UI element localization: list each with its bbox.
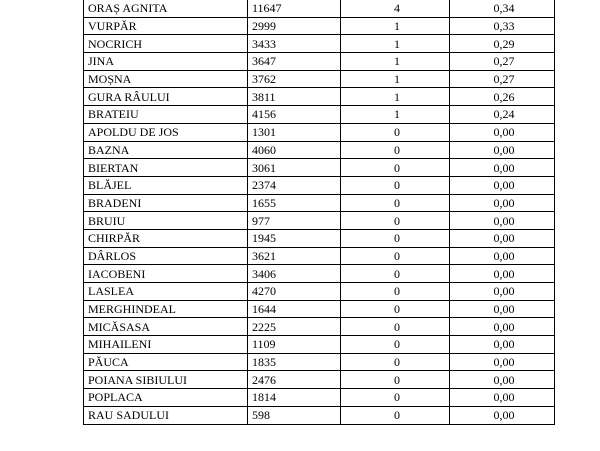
rate-cell: 0,24 bbox=[450, 106, 555, 124]
population-cell: 3433 bbox=[248, 35, 341, 53]
locality-name: MICĂSASA bbox=[84, 318, 248, 336]
rate-cell: 0,00 bbox=[450, 371, 555, 389]
rate-cell: 0,00 bbox=[450, 194, 555, 212]
locality-name: VURPĂR bbox=[84, 17, 248, 35]
rate-cell: 0,00 bbox=[450, 212, 555, 230]
locality-name: CHIRPĂR bbox=[84, 229, 248, 247]
locality-name: MERGHINDEAL bbox=[84, 300, 248, 318]
count-cell: 0 bbox=[341, 336, 450, 354]
population-cell: 3621 bbox=[248, 247, 341, 265]
locality-name: BRATEIU bbox=[84, 106, 248, 124]
table-row bbox=[84, 353, 555, 371]
count-cell: 0 bbox=[341, 247, 450, 265]
locality-name: BRADENI bbox=[84, 194, 248, 212]
population-cell: 1644 bbox=[248, 300, 341, 318]
population-cell: 11647 bbox=[248, 0, 341, 17]
table-row bbox=[84, 35, 555, 53]
locality-name: JINA bbox=[84, 53, 248, 71]
population-cell: 598 bbox=[248, 406, 341, 424]
count-cell: 0 bbox=[341, 406, 450, 424]
table-row bbox=[84, 53, 555, 71]
count-cell: 0 bbox=[341, 176, 450, 194]
locality-name: ORAȘ AGNITA bbox=[84, 0, 248, 17]
locality-name: BIERTAN bbox=[84, 159, 248, 177]
locality-name: APOLDU DE JOS bbox=[84, 123, 248, 141]
count-cell: 0 bbox=[341, 283, 450, 301]
rate-cell: 0,00 bbox=[450, 176, 555, 194]
count-cell: 0 bbox=[341, 318, 450, 336]
population-cell: 1835 bbox=[248, 353, 341, 371]
table-row bbox=[84, 247, 555, 265]
table-row bbox=[84, 194, 555, 212]
population-cell: 2999 bbox=[248, 17, 341, 35]
rate-cell: 0,00 bbox=[450, 406, 555, 424]
table-row bbox=[84, 389, 555, 407]
population-cell: 3811 bbox=[248, 88, 341, 106]
population-cell: 2374 bbox=[248, 176, 341, 194]
count-cell: 0 bbox=[341, 353, 450, 371]
locality-name: LASLEA bbox=[84, 283, 248, 301]
rate-cell: 0,34 bbox=[450, 0, 555, 17]
table-row bbox=[84, 176, 555, 194]
population-cell: 4060 bbox=[248, 141, 341, 159]
rate-cell: 0,00 bbox=[450, 229, 555, 247]
table-row bbox=[84, 406, 555, 424]
locality-name: DÂRLOS bbox=[84, 247, 248, 265]
count-cell: 0 bbox=[341, 123, 450, 141]
count-cell: 0 bbox=[341, 194, 450, 212]
rate-cell: 0,00 bbox=[450, 123, 555, 141]
population-cell: 4156 bbox=[248, 106, 341, 124]
locality-name: MIHAILENI bbox=[84, 336, 248, 354]
count-cell: 0 bbox=[341, 300, 450, 318]
table-row bbox=[84, 106, 555, 124]
table-row bbox=[84, 0, 555, 17]
population-cell: 3647 bbox=[248, 53, 341, 71]
locality-name: PĂUCA bbox=[84, 353, 248, 371]
count-cell: 1 bbox=[341, 70, 450, 88]
population-cell: 977 bbox=[248, 212, 341, 230]
rate-cell: 0,00 bbox=[450, 283, 555, 301]
rate-cell: 0,00 bbox=[450, 159, 555, 177]
population-cell: 1655 bbox=[248, 194, 341, 212]
count-cell: 1 bbox=[341, 17, 450, 35]
rate-cell: 0,27 bbox=[450, 70, 555, 88]
rate-cell: 0,29 bbox=[450, 35, 555, 53]
locality-name: BAZNA bbox=[84, 141, 248, 159]
rate-cell: 0,33 bbox=[450, 17, 555, 35]
count-cell: 0 bbox=[341, 371, 450, 389]
population-cell: 3061 bbox=[248, 159, 341, 177]
population-cell: 1945 bbox=[248, 229, 341, 247]
population-cell: 4270 bbox=[248, 283, 341, 301]
locality-name: GURA RÂULUI bbox=[84, 88, 248, 106]
rate-cell: 0,00 bbox=[450, 247, 555, 265]
population-cell: 3406 bbox=[248, 265, 341, 283]
population-cell: 2476 bbox=[248, 371, 341, 389]
locality-name: POIANA SIBIULUI bbox=[84, 371, 248, 389]
population-cell: 1109 bbox=[248, 336, 341, 354]
count-cell: 0 bbox=[341, 265, 450, 283]
rate-cell: 0,00 bbox=[450, 265, 555, 283]
rate-cell: 0,00 bbox=[450, 318, 555, 336]
table-row bbox=[84, 283, 555, 301]
table-row bbox=[84, 141, 555, 159]
count-cell: 1 bbox=[341, 88, 450, 106]
locality-name: NOCRICH bbox=[84, 35, 248, 53]
locality-name: BLĂJEL bbox=[84, 176, 248, 194]
table-row bbox=[84, 300, 555, 318]
table-row bbox=[84, 265, 555, 283]
population-cell: 3762 bbox=[248, 70, 341, 88]
table-row bbox=[84, 70, 555, 88]
population-cell: 1301 bbox=[248, 123, 341, 141]
count-cell: 1 bbox=[341, 53, 450, 71]
rate-cell: 0,00 bbox=[450, 389, 555, 407]
table-row bbox=[84, 318, 555, 336]
locality-name: POPLACA bbox=[84, 389, 248, 407]
count-cell: 1 bbox=[341, 35, 450, 53]
table-row bbox=[84, 17, 555, 35]
count-cell: 0 bbox=[341, 159, 450, 177]
locality-name: RAU SADULUI bbox=[84, 406, 248, 424]
count-cell: 0 bbox=[341, 229, 450, 247]
rate-cell: 0,00 bbox=[450, 300, 555, 318]
table-row bbox=[84, 159, 555, 177]
rate-cell: 0,26 bbox=[450, 88, 555, 106]
table-row bbox=[84, 212, 555, 230]
rate-cell: 0,00 bbox=[450, 336, 555, 354]
count-cell: 0 bbox=[341, 212, 450, 230]
locality-name: BRUIU bbox=[84, 212, 248, 230]
table-row bbox=[84, 371, 555, 389]
count-cell: 0 bbox=[341, 389, 450, 407]
rate-cell: 0,27 bbox=[450, 53, 555, 71]
table-row bbox=[84, 229, 555, 247]
locality-name: IACOBENI bbox=[84, 265, 248, 283]
locality-name: MOȘNA bbox=[84, 70, 248, 88]
rate-cell: 0,00 bbox=[450, 353, 555, 371]
table-row bbox=[84, 88, 555, 106]
count-cell: 0 bbox=[341, 141, 450, 159]
table-row bbox=[84, 336, 555, 354]
count-cell: 4 bbox=[341, 0, 450, 17]
population-cell: 1814 bbox=[248, 389, 341, 407]
data-table bbox=[83, 0, 555, 425]
count-cell: 1 bbox=[341, 106, 450, 124]
population-cell: 2225 bbox=[248, 318, 341, 336]
rate-cell: 0,00 bbox=[450, 141, 555, 159]
table-row bbox=[84, 123, 555, 141]
